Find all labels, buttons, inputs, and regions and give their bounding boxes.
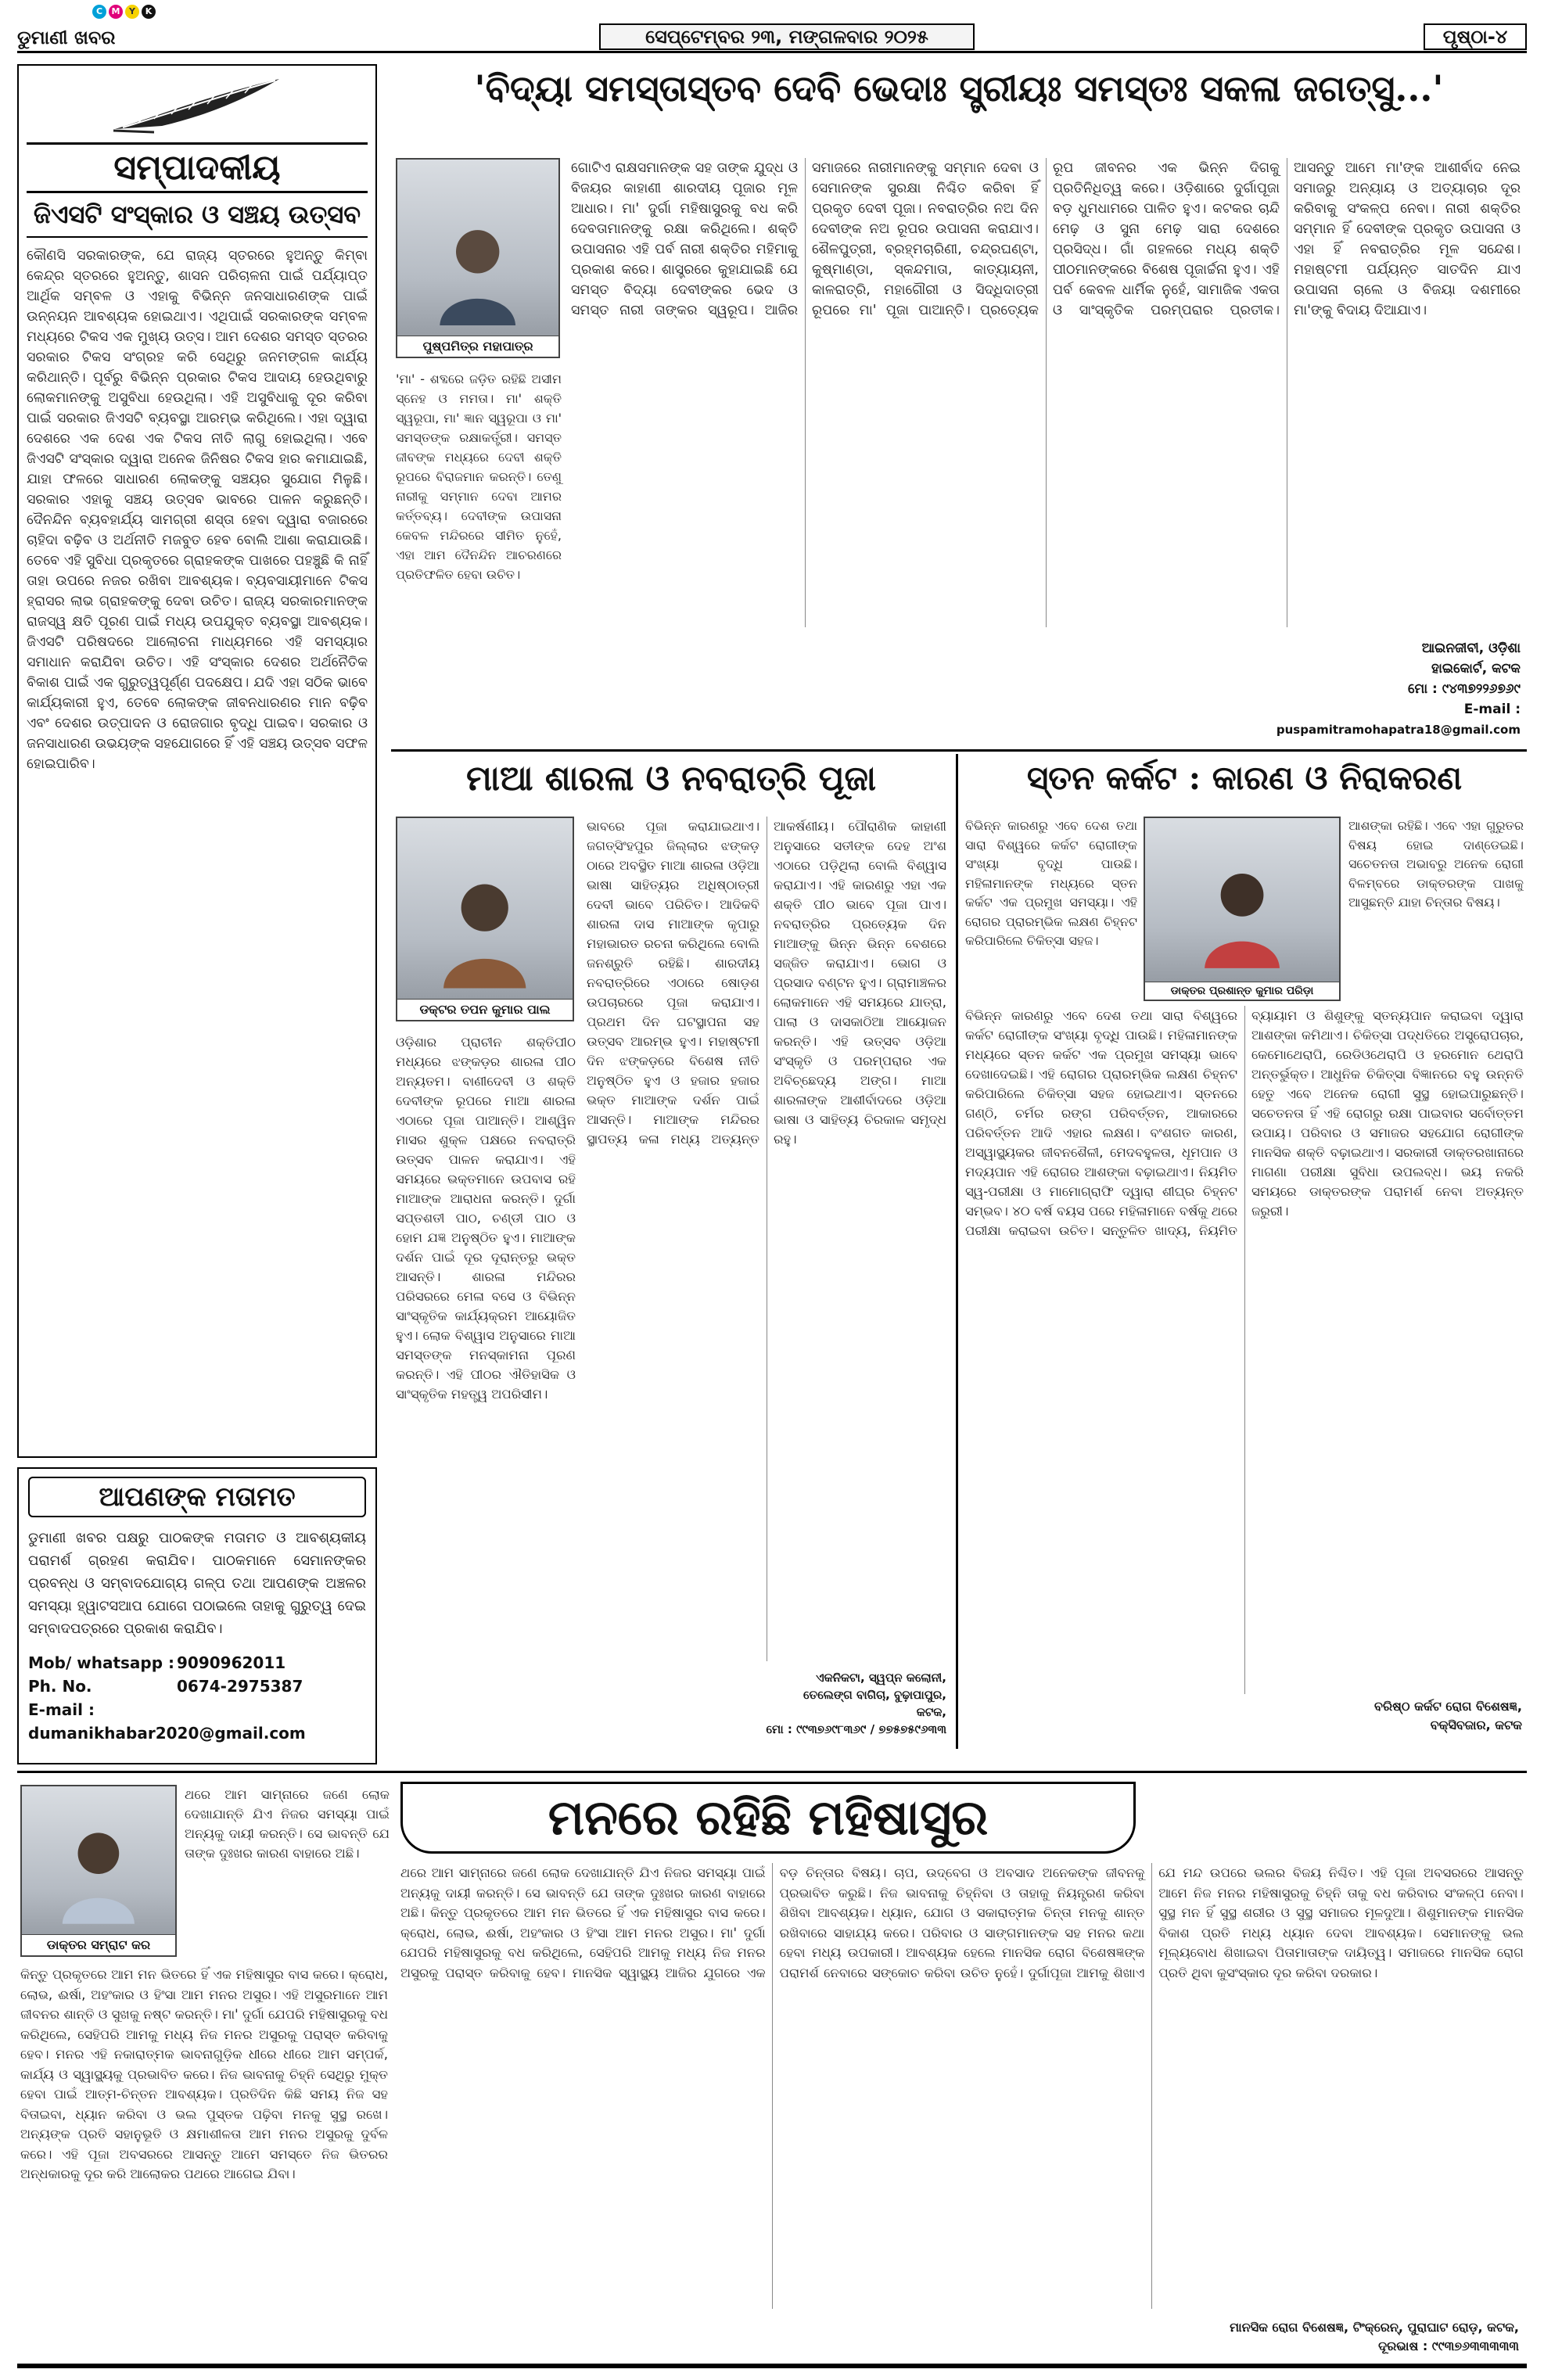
editorial-box <box>17 64 377 1458</box>
article-mahishasura-body: ଥରେ ଆମ ସାମ୍ନାରେ ଜଣେ ଲୋକ ଦେଖାଯାନ୍ତି ଯିଏ ନିଜର ସମସ୍ୟା ପାଇଁ ଅନ୍ୟକୁ ଦାୟୀ କରନ୍ତି। ସେ ଭାବନ୍ତି ଯେ ତାଙ୍କ ଦୁଃଖର କାରଣ ବାହାରେ ଅଛି। କିନ୍ତୁ ପ୍ରକୃତରେ ଆମ ମନ ଭିତରେ ହିଁ ଏକ ମହିଷାସୁର ବାସ କରେ। କ୍ରୋଧ, ଲୋଭ, ଈର୍ଷା, ଅହଂକାର ଓ ହିଂସା ଆମ ମନର ଅସୁର। ମା' ଦୁର୍ଗା ଯେପରି ମହିଷାସୁରକୁ ବଧ କରିଥିଲେ, ସେହିପରି ଆମକୁ ମଧ୍ୟ ନିଜ ମନର ଅସୁରକୁ ପରାସ୍ତ କରିବାକୁ ହେବ। ମାନସିକ ସ୍ୱାସ୍ଥ୍ୟ ଆଜିର ଯୁଗରେ ଏକ ବଡ଼ ଚିନ୍ତାର ବିଷୟ। ଚାପ, ଉଦ୍ବେଗ ଓ ଅବସାଦ ଅନେକଙ୍କ ଜୀବନକୁ ପ୍ରଭାବିତ କରୁଛି। ନିଜ ଭାବନାକୁ ଚିହ୍ନିବା ଓ ତାହାକୁ ନିୟନ୍ତ୍ରଣ କରିବା ଶିଖିବା ଆବଶ୍ୟକ। ଧ୍ୟାନ, ଯୋଗ ଓ ସକାରାତ୍ମକ ଚିନ୍ତା ମନକୁ ଶାନ୍ତ ରଖିବାରେ ସାହାଯ୍ୟ କରେ। ପରିବାର ଓ ସାଙ୍ଗମାନଙ୍କ ସହ ମନର କଥା ହେବା ମଧ୍ୟ ଉପକାରୀ। ଆବଶ୍ୟକ ହେଲେ ମାନସିକ ରୋଗ ବିଶେଷଜ୍ଞଙ୍କ ପରାମର୍ଶ ନେବାରେ ସଙ୍କୋଚ କରିବା ଉଚିତ ନୁହେଁ। ଦୁର୍ଗାପୂଜା ଆମକୁ ଶିଖାଏ ଯେ ମନ୍ଦ ଉପରେ ଭଲର ବିଜୟ ନିଶ୍ଚିତ। ଏହି ପୂଜା ଅବସରରେ ଆସନ୍ତୁ ଆମେ ନିଜ ମନର ମହିଷାସୁରକୁ ଚିହ୍ନି ତାକୁ ବଧ କରିବାର ସଂକଳ୍ପ ନେବା। ସୁସ୍ଥ ମନ ହିଁ ସୁସ୍ଥ ଶରୀର ଓ ସୁସ୍ଥ ସମାଜର ମୂଳଦୁଆ। ଶିଶୁମାନଙ୍କ ମାନସିକ ବିକାଶ ପ୍ରତି ମଧ୍ୟ ଧ୍ୟାନ ଦେବା ଆବଶ୍ୟକ। ସେମାନଙ୍କୁ ଭଲ ମୂଲ୍ୟବୋଧ ଶିଖାଇବା ପିତାମାତାଙ୍କ ଦାୟିତ୍ୱ। ସମାଜରେ ମାନସିକ ରୋଗ ପ୍ରତି ଥିବା କୁସଂସ୍କାର ଦୂର କରିବା ଦରକାର। <box>400 1865 1524 1980</box>
photo-caption-tapan: ଡକ୍ଟର ତପନ କୁମାର ପାଲ <box>397 999 573 1020</box>
issue-date: ସେପ୍ଟେମ୍ବର ୨୩, ମଙ୍ଗଳବାର ୨୦୨୫ <box>599 23 975 50</box>
divider-top <box>391 749 1527 752</box>
page-header <box>17 23 1527 53</box>
cmyk-black-dot: K <box>142 5 156 19</box>
article-breast-cancer-body-right: ଆଶଙ୍କା ରହିଛି। ଏବେ ଏହା ଗୁରୁତର ବିଷୟ ହୋଇ ଦାଣ୍ଡେଇଛି। ସଚେତନତା ଅଭାବରୁ ଅନେକ ରୋଗୀ ବିଳମ୍ବରେ ଡାକ୍ତରଙ୍କ ପାଖକୁ ଆସୁଛନ୍ତି ଯାହା ଚିନ୍ତାର ବିଷୟ। <box>1348 818 1524 910</box>
article-mahishasura-headline: ମନରେ ରହିଛି ମହିଷାସୁର <box>400 1782 1136 1854</box>
article-vidya-body: ଗୋଟିଏ ରାକ୍ଷସମାନଙ୍କ ସହ ତାଙ୍କ ଯୁଦ୍ଧ ଓ ବିଜୟର କାହାଣୀ ଶାରଦୀୟ ପୂଜାର ମୂଳ ଆଧାର। ମା' ଦୁର୍ଗା ମହିଷାସୁରକୁ ବଧ କରି ଦେବତାମାନଙ୍କୁ ରକ୍ଷା କରିଥିଲେ। ଶକ୍ତି ଉପାସନାର ଏହି ପର୍ବ ନାରୀ ଶକ୍ତିର ମହିମାକୁ ପ୍ରକାଶ କରେ। ଶାସ୍ତ୍ରରେ କୁହାଯାଇଛି ଯେ ସମସ୍ତ ବିଦ୍ୟା ଦେବୀଙ୍କର ଭେଦ ଓ ସମସ୍ତ ନାରୀ ତାଙ୍କର ସ୍ୱରୂପ। ଆଜିର ସମାଜରେ ନାରୀମାନଙ୍କୁ ସମ୍ମାନ ଦେବା ଓ ସେମାନଙ୍କ ସୁରକ୍ଷା ନିଶ୍ଚିତ କରିବା ହିଁ ପ୍ରକୃତ ଦେବୀ ପୂଜା। ନବରାତ୍ରିର ନଅ ଦିନ ଦେବୀଙ୍କ ନଅ ରୂପର ଉପାସନା କରାଯାଏ। ଶୈଳପୁତ୍ରୀ, ବ୍ରହ୍ମଚାରିଣୀ, ଚନ୍ଦ୍ରଘଣ୍ଟା, କୁଷ୍ମାଣ୍ଡା, ସ୍କନ୍ଦମାତା, କାତ୍ୟାୟନୀ, କାଳରାତ୍ରି, ମହାଗୌରୀ ଓ ସିଦ୍ଧିଦାତ୍ରୀ ରୂପରେ ମା' ପୂଜା ପାଆନ୍ତି। ପ୍ରତ୍ୟେକ ରୂପ ଜୀବନର ଏକ ଭିନ୍ନ ଦିଗକୁ ପ୍ରତିନିଧିତ୍ୱ କରେ। ଓଡ଼ିଶାରେ ଦୁର୍ଗାପୂଜା ବଡ଼ ଧୁମଧାମରେ ପାଳିତ ହୁଏ। କଟକର ଚାନ୍ଦି ମେଢ଼ ଓ ସୁନା ମେଢ଼ ସାରା ଦେଶରେ ପ୍ରସିଦ୍ଧ। ଗାଁ ଗହଳରେ ମଧ୍ୟ ଶକ୍ତି ପୀଠମାନଙ୍କରେ ବିଶେଷ ପୂଜାର୍ଚ୍ଚନା ହୁଏ। ଏହି ପର୍ବ କେବଳ ଧାର୍ମିକ ନୁହେଁ, ସାମାଜିକ ଏକତା ଓ ସାଂସ୍କୃତିକ ପରମ୍ପରାର ପ୍ରତୀକ। ଆସନ୍ତୁ ଆମେ ମା'ଙ୍କ ଆଶୀର୍ବାଦ ନେଇ ସମାଜରୁ ଅନ୍ୟାୟ ଓ ଅତ୍ୟାଚାର ଦୂର କରିବାକୁ ସଂକଳ୍ପ ନେବା। ନାରୀ ଶକ୍ତିର ସମ୍ମାନ ହିଁ ଦେବୀଙ୍କ ପ୍ରକୃତ ଉପାସନା ଓ ଏହା ହିଁ ନବରାତ୍ରିର ମୂଳ ସନ୍ଦେଶ। ମହାଷ୍ଟମୀ ପର୍ଯ୍ୟନ୍ତ ସାତଦିନ ଯାଏ ଉପାସନା ଚାଲେ ଓ ବିଜୟା ଦଶମୀରେ ମା'ଙ୍କୁ ବିଦାୟ ଦିଆଯାଏ। <box>571 160 1521 318</box>
article-vidya <box>391 63 1527 751</box>
article-mahishasura-intro: ଥରେ ଆମ ସାମ୍ନାରେ ଜଣେ ଲୋକ ଦେଖାଯାନ୍ତି ଯିଏ ନିଜର ସମସ୍ୟା ପାଇଁ ଅନ୍ୟକୁ ଦାୟୀ କରନ୍ତି। ସେ ଭାବନ୍ତି ଯେ ତାଙ୍କ ଦୁଃଖର କାରଣ ବାହାରେ ଅଛି। <box>185 1787 390 1861</box>
article-vidya-headline: 'ବିଦ୍ୟା ସମସ୍ତାସ୍ତବ ଦେବି ଭେଦାଃ ସ୍ତ୍ରୀୟଃ ସମସ୍ତଃ ସକଳା ଜଗତ୍ସୁ...' <box>474 67 1444 109</box>
person-icon <box>436 871 533 989</box>
article-sarala-body: ଭାବରେ ପୂଜା କରାଯାଇଥାଏ। ଜଗତ୍‌ସିଂହପୁର ଜିଲ୍ଲାର ଝଙ୍କଡ଼ ଠାରେ ଅବସ୍ଥିତ ମାଆ ଶାରଳା ଓଡ଼ିଆ ଭାଷା ସାହିତ୍ୟର ଅଧିଷ୍ଠାତ୍ରୀ ଦେବୀ ଭାବେ ପରିଚିତ। ଆଦିକବି ଶାରଳା ଦାସ ମାଆଙ୍କ କୃପାରୁ ମହାଭାରତ ରଚନା କରିଥିଲେ ବୋଲି ଜନଶ୍ରୁତି ରହିଛି। ଶାରଦୀୟ ନବରାତ୍ରିରେ ଏଠାରେ ଷୋଡ଼ଶ ଉପଚାରରେ ପୂଜା କରାଯାଏ। ପ୍ରଥମ ଦିନ ଘଟସ୍ଥାପନା ସହ ଉତ୍ସବ ଆରମ୍ଭ ହୁଏ। ମହାଷ୍ଟମୀ ଦିନ ଝଙ୍କଡ଼ରେ ବିଶେଷ ନୀତି ଅନୁଷ୍ଠିତ ହୁଏ ଓ ହଜାର ହଜାର ଭକ୍ତ ମାଆଙ୍କ ଦର୍ଶନ ପାଇଁ ଆସନ୍ତି। ମାଆଙ୍କ ମନ୍ଦିରର ସ୍ଥାପତ୍ୟ କଳା ମଧ୍ୟ ଅତ୍ୟନ୍ତ ଆକର୍ଷଣୀୟ। ପୌରାଣିକ କାହାଣୀ ଅନୁସାରେ ସତୀଙ୍କ ଦେହ ଅଂଶ ଏଠାରେ ପଡ଼ିଥିଲା ବୋଲି ବିଶ୍ୱାସ କରାଯାଏ। ଏହି କାରଣରୁ ଏହା ଏକ ଶକ୍ତି ପୀଠ ଭାବେ ପୂଜା ପାଏ। ନବରାତ୍ରିର ପ୍ରତ୍ୟେକ ଦିନ ମାଆଙ୍କୁ ଭିନ୍ନ ଭିନ୍ନ ବେଶରେ ସଜ୍ଜିତ କରାଯାଏ। ଭୋଗ ଓ ପ୍ରସାଦ ବଣ୍ଟନ ହୁଏ। ଗ୍ରାମାଞ୍ଚଳର ଲୋକମାନେ ଏହି ସମୟରେ ଯାତ୍ରା, ପାଲା ଓ ଦାସକାଠିଆ ଆୟୋଜନ କରନ୍ତି। ଏହି ଉତ୍ସବ ଓଡ଼ିଆ ସଂସ୍କୃତି ଓ ପରମ୍ପରାର ଏକ ଅବିଚ୍ଛେଦ୍ୟ ଅଙ୍ଗ। ମାଆ ଶାରଳାଙ୍କ ଆଶୀର୍ବାଦରେ ଓଡ଼ିଆ ଭାଷା ଓ ସାହିତ୍ୟ ଚିରକାଳ ସମୃଦ୍ଧ ରହୁ। <box>587 819 946 1147</box>
reader-opinion-box <box>17 1467 377 1764</box>
email-label: E-mail : <box>28 1700 95 1719</box>
photo-caption-puspamitra: ପୁଷ୍ପମିତ୍ର ମହାପାତ୍ର <box>397 336 558 357</box>
cmyk-magenta-dot: M <box>109 5 123 19</box>
opinion-text: ଡୁମାଣୀ ଖବର ପକ୍ଷରୁ ପାଠକଙ୍କ ମତାମତ ଓ ଆବଶ୍ୟକୀୟ ପରାମର୍ଶ ଗ୍ରହଣ କରାଯିବ। ପାଠକମାନେ ସେମାନଙ୍କର ପ୍ରବନ୍ଧ ଓ ସମ୍ବାଦଯୋଗ୍ୟ ଗଳ୍ପ ତଥା ଆପଣଙ୍କ ଅଞ୍ଚଳର ସମସ୍ୟା ହ୍ୱାଟସଆପ ଯୋଗେ ପଠାଇଲେ ତାହାକୁ ଗୁରୁତ୍ୱ ଦେଇ ସମ୍ବାଦପତ୍ରରେ ପ୍ରକାଶ କରାଯିବ। <box>28 1530 366 1637</box>
author-photo-samrat <box>20 1785 177 1957</box>
article-breast-cancer-body-left: ବିଭିନ୍ନ କାରଣରୁ ଏବେ ଦେଶ ତଥା ସାରା ବିଶ୍ୱରେ କର୍କଟ ରୋଗୀଙ୍କ ସଂଖ୍ୟା ବୃଦ୍ଧି ପାଉଛି। ମହିଳାମାନଙ୍କ ମଧ୍ୟରେ ସ୍ତନ କର୍କଟ ଏକ ପ୍ରମୁଖ ସମସ୍ୟା। ଏହି ରୋଗର ପ୍ରାରମ୍ଭିକ ଲକ୍ଷଣ ଚିହ୍ନଟ କରିପାରିଲେ ଚିକିତ୍ସା ସହଜ। <box>965 818 1137 948</box>
person-icon <box>433 217 522 325</box>
bottom-rule <box>17 2364 1527 2368</box>
quill-icon <box>27 72 368 139</box>
cmyk-yellow-dot: Y <box>125 5 139 19</box>
article-breast-cancer-body: ବିଭିନ୍ନ କାରଣରୁ ଏବେ ଦେଶ ତଥା ସାରା ବିଶ୍ୱରେ କର୍କଟ ରୋଗୀଙ୍କ ସଂଖ୍ୟା ବୃଦ୍ଧି ପାଉଛି। ମହିଳାମାନଙ୍କ ମଧ୍ୟରେ ସ୍ତନ କର୍କଟ ଏକ ପ୍ରମୁଖ ସମସ୍ୟା ଭାବେ ଦେଖାଦେଇଛି। ଏହି ରୋଗର ପ୍ରାରମ୍ଭିକ ଲକ୍ଷଣ ଚିହ୍ନଟ କରିପାରିଲେ ଚିକିତ୍ସା ସହଜ ହୋଇଥାଏ। ସ୍ତନରେ ଗଣ୍ଠି, ଚର୍ମର ରଙ୍ଗ ପରିବର୍ତ୍ତନ, ଆକାରରେ ପରିବର୍ତ୍ତନ ଆଦି ଏହାର ଲକ୍ଷଣ। ବଂଶଗତ କାରଣ, ଅସ୍ୱାସ୍ଥ୍ୟକର ଜୀବନଶୈଳୀ, ମେଦବହୁଳତା, ଧୂମପାନ ଓ ମଦ୍ୟପାନ ଏହି ରୋଗର ଆଶଙ୍କା ବଢ଼ାଇଥାଏ। ନିୟମିତ ସ୍ୱ-ପରୀକ୍ଷା ଓ ମାମୋଗ୍ରାଫି ଦ୍ୱାରା ଶୀଘ୍ର ଚିହ୍ନଟ ସମ୍ଭବ। ୪୦ ବର୍ଷ ବୟସ ପରେ ମହିଳାମାନେ ବର୍ଷକୁ ଥରେ ପରୀକ୍ଷା କରାଇବା ଉଚିତ। ସନ୍ତୁଳିତ ଖାଦ୍ୟ, ନିୟମିତ ବ୍ୟାୟାମ ଓ ଶିଶୁଙ୍କୁ ସ୍ତନ୍ୟପାନ କରାଇବା ଦ୍ୱାରା ଆଶଙ୍କା କମିଥାଏ। ଚିକିତ୍ସା ପଦ୍ଧତିରେ ଅସ୍ତ୍ରୋପଚାର, କେମୋଥେରାପି, ରେଡିଓଥେରାପି ଓ ହରମୋନ ଥେରାପି ଅନ୍ତର୍ଭୁକ୍ତ। ଆଧୁନିକ ଚିକିତ୍ସା ବିଜ୍ଞାନରେ ବହୁ ଉନ୍ନତି ହେତୁ ଏବେ ଅନେକ ରୋଗୀ ସୁସ୍ଥ ହୋଇପାରୁଛନ୍ତି। ସଚେତନତା ହିଁ ଏହି ରୋଗରୁ ରକ୍ଷା ପାଇବାର ସର୍ବୋତ୍ତମ ଉପାୟ। ପରିବାର ଓ ସମାଜର ସହଯୋଗ ରୋଗୀଙ୍କ ମାନସିକ ଶକ୍ତି ବଢ଼ାଇଥାଏ। ସରକାରୀ ଡାକ୍ତରଖାନାରେ ମାଗଣା ପରୀକ୍ଷା ସୁବିଧା ଉପଲବ୍ଧ। ଭୟ ନକରି ସମୟରେ ଡାକ୍ତରଙ୍କ ପରାମର୍ଶ ନେବା ଅତ୍ୟନ୍ତ ଜରୁରୀ। <box>965 1008 1524 1238</box>
article-mahishasura <box>17 1777 1527 2360</box>
divider-middle <box>956 754 958 1749</box>
phone-number: 0674-2975387 <box>177 1677 303 1696</box>
editorial-body: କୌଣସି ସରକାରଙ୍କ, ଯେ ରାଜ୍ୟ ସ୍ତରରେ ହୁଅନ୍ତୁ କିମ୍ବା କେନ୍ଦ୍ର ସ୍ତରରେ ହୁଅନ୍ତୁ, ଶାସନ ପରିଚାଳନା ପାଇଁ ପର୍ଯ୍ୟାପ୍ତ ଆର୍ଥିକ ସମ୍ବଳ ଓ ଏହାକୁ ବିଭିନ୍ନ ଜନସାଧାରଣଙ୍କ ପାଇଁ ଉନ୍ନୟନ ଆବଶ୍ୟକ ହୋଇଥାଏ। ଏଥିପାଇଁ ସରକାରଙ୍କ ସମ୍ବଳ ମଧ୍ୟରେ ଟିକସ ଏକ ମୁଖ୍ୟ ଉତ୍ସ। ଆମ ଦେଶର ସମସ୍ତ ସ୍ତରର ସରକାର ଟିକସ ସଂଗ୍ରହ କରି ସେଥିରୁ ଜନମଙ୍ଗଳ କାର୍ଯ୍ୟ କରିଥାନ୍ତି। ପୂର୍ବରୁ ବିଭିନ୍ନ ପ୍ରକାର ଟିକସ ଆଦାୟ ହେଉଥିବାରୁ ଲୋକମାନଙ୍କୁ ଅସୁବିଧା ହେଉଥିଲା। ଏହି ଅସୁବିଧାକୁ ଦୂର କରିବା ପାଇଁ ସରକାର ଜିଏସଟି ବ୍ୟବସ୍ଥା ଆରମ୍ଭ କରିଥିଲେ। ଏହା ଦ୍ୱାରା ଦେଶରେ ଏକ ଦେଶ ଏକ ଟିକସ ନୀତି ଲାଗୁ ହୋଇଥିଲା। ଏବେ ଜିଏସଟି ସଂସ୍କାର ଦ୍ୱାରା ଅନେକ ଜିନିଷର ଟିକସ ହାର କମାଯାଇଛି, ଯାହା ଫଳରେ ସାଧାରଣ ଲୋକଙ୍କୁ ସଞ୍ଚୟର ସୁଯୋଗ ମିଳୁଛି। ସରକାର ଏହାକୁ ସଞ୍ଚୟ ଉତ୍ସବ ଭାବରେ ପାଳନ କରୁଛନ୍ତି। ଦୈନନ୍ଦିନ ବ୍ୟବହାର୍ଯ୍ୟ ସାମଗ୍ରୀ ଶସ୍ତା ହେବା ଦ୍ୱାରା ବଜାରରେ ଚାହିଦା ବଢ଼ିବ ଓ ଅର୍ଥନୀତି ମଜବୁତ ହେବ ବୋଲି ଆଶା କରାଯାଉଛି। ତେବେ ଏହି ସୁବିଧା ପ୍ରକୃତରେ ଗ୍ରାହକଙ୍କ ପାଖରେ ପହଞ୍ଚୁଛି କି ନାହିଁ ତାହା ଉପରେ ନଜର ରଖିବା ଆବଶ୍ୟକ। ବ୍ୟବସାୟୀମାନେ ଟିକସ ହ୍ରାସର ଲାଭ ଗ୍ରାହକଙ୍କୁ ଦେବା ଉଚିତ। ରାଜ୍ୟ ସରକାରମାନଙ୍କ ରାଜସ୍ୱ କ୍ଷତି ପୂରଣ ପାଇଁ ମଧ୍ୟ ଉପଯୁକ୍ତ ବ୍ୟବସ୍ଥା ଆବଶ୍ୟକ। ଜିଏସଟି ପରିଷଦରେ ଆଲୋଚନା ମାଧ୍ୟମରେ ଏହି ସମସ୍ୟାର ସମାଧାନ କରାଯିବା ଉଚିତ। ଏହି ସଂସ୍କାର ଦେଶର ଅର୍ଥନୈତିକ ବିକାଶ ପାଇଁ ଏକ ଗୁରୁତ୍ୱପୂର୍ଣ୍ଣ ପଦକ୍ଷେପ। ଯଦି ଏହା ସଠିକ ଭାବେ କାର୍ଯ୍ୟକାରୀ ହୁଏ, ତେବେ ଲୋକଙ୍କ ଜୀବନଧାରଣର ମାନ ବଢ଼ିବ ଏବଂ ଦେଶର ଉତ୍ପାଦନ ଓ ରୋଜଗାର ବୃଦ୍ଧି ପାଇବ। ସରକାର ଓ ଜନସାଧାରଣ ଉଭୟଙ୍କ ସହଯୋଗରେ ହିଁ ଏହି ସଞ୍ଚୟ ଉତ୍ସବ ସଫଳ ହୋଇପାରିବ। <box>27 248 368 772</box>
editorial-title: ଜିଏସଟି ସଂସ୍କାର ଓ ସଞ୍ଚୟ ଉତ୍ସବ <box>27 199 368 238</box>
person-icon <box>56 1821 142 1924</box>
article-vidya-email: puspamitramohapatra18@gmail.com <box>1276 723 1521 737</box>
article-sarala-headline: ମାଆ ଶାରଳା ଓ ନବରାତ୍ରି ପୂଜା <box>466 759 876 799</box>
cmyk-cyan-dot: C <box>92 5 106 19</box>
divider-bottom <box>17 1771 1527 1773</box>
article-sarala-body-left: ଓଡ଼ିଶାର ପ୍ରାଚୀନ ଶକ୍ତିପୀଠ ମଧ୍ୟରେ ଝଙ୍କଡ଼ର ଶାରଳା ପୀଠ ଅନ୍ୟତମ। ବାଣୀଦେବୀ ଓ ଶକ୍ତି ଦେବୀଙ୍କ ରୂପରେ ମାଆ ଶାରଳା ଏଠାରେ ପୂଜା ପାଆନ୍ତି। ଆଶ୍ୱିନ ମାସର ଶୁକ୍ଳ ପକ୍ଷରେ ନବରାତ୍ରି ଉତ୍ସବ ପାଳନ କରାଯାଏ। ଏହି ସମୟରେ ଭକ୍ତମାନେ ଉପବାସ ରହି ମାଆଙ୍କ ଆରାଧନା କରନ୍ତି। ଦୁର୍ଗା ସପ୍ତଶତୀ ପାଠ, ଚଣ୍ଡୀ ପାଠ ଓ ହୋମ ଯଜ୍ଞ ଅନୁଷ୍ଠିତ ହୁଏ। ମାଆଙ୍କ ଦର୍ଶନ ପାଇଁ ଦୂର ଦୂରାନ୍ତରୁ ଭକ୍ତ ଆସନ୍ତି। ଶାରଳା ମନ୍ଦିରର ପରିସରରେ ମେଳା ବସେ ଓ ବିଭିନ୍ନ ସାଂସ୍କୃତିକ କାର୍ଯ୍ୟକ୍ରମ ଆୟୋଜିତ ହୁଏ। ଲୋକ ବିଶ୍ୱାସ ଅନୁସାରେ ମାଆ ସମସ୍ତଙ୍କ ମନସ୍କାମନା ପୂରଣ କରନ୍ତି। ଏହି ପୀଠର ଐତିହାସିକ ଓ ସାଂସ୍କୃତିକ ମହତ୍ତ୍ୱ ଅପରିସୀମ। <box>396 1035 576 1402</box>
article-mahishasura-byline: ମାନସିକ ରୋଗ ବିଶେଷଜ୍ଞ, ଟିଂକ୍ରେନ୍, ପୁରାଘାଟ ରୋଡ଼, କଟକ, ଦୂରଭାଷ : ୯୯୩୭୬୩୩୩୩୩ <box>1230 2320 1519 2353</box>
paper-name: ଡୁମାଣୀ ଖବର <box>17 27 116 48</box>
opinion-title: ଆପଣଙ୍କ ମତାମତ <box>28 1477 366 1517</box>
article-vidya-byline: ଆଇନଜୀବୀ, ଓଡ଼ିଶା ହାଇକୋର୍ଟ, କଟକ ମୋ : ୯୪୩୭୨୨୬୭୬୯ E-mail : puspamitramohapatra18@gmail.com <box>1192 638 1521 740</box>
article-mahishasura-body-left: କିନ୍ତୁ ପ୍ରକୃତରେ ଆମ ମନ ଭିତରେ ହିଁ ଏକ ମହିଷାସୁର ବାସ କରେ। କ୍ରୋଧ, ଲୋଭ, ଈର୍ଷା, ଅହଂକାର ଓ ହିଂସା ଆମ ମନର ଅସୁର। ଏହି ଅସୁରମାନେ ଆମ ଜୀବନର ଶାନ୍ତି ଓ ସୁଖକୁ ନଷ୍ଟ କରନ୍ତି। ମା' ଦୁର୍ଗା ଯେପରି ମହିଷାସୁରକୁ ବଧ କରିଥିଲେ, ସେହିପରି ଆମକୁ ମଧ୍ୟ ନିଜ ମନର ଅସୁରକୁ ପରାସ୍ତ କରିବାକୁ ହେବ। ମନର ଏହି ନକାରାତ୍ମକ ଭାବନାଗୁଡ଼ିକ ଧୀରେ ଧୀରେ ଆମ ସମ୍ପର୍କ, କାର୍ଯ୍ୟ ଓ ସ୍ୱାସ୍ଥ୍ୟକୁ ପ୍ରଭାବିତ କରେ। ନିଜ ଭାବନାକୁ ଚିହ୍ନି ସେଥିରୁ ମୁକ୍ତ ହେବା ପାଇଁ ଆତ୍ମ-ଚିନ୍ତନ ଆବଶ୍ୟକ। ପ୍ରତିଦିନ କିଛି ସମୟ ନିଜ ସହ ବିତାଇବା, ଧ୍ୟାନ କରିବା ଓ ଭଲ ପୁସ୍ତକ ପଢ଼ିବା ମନକୁ ସୁସ୍ଥ ରଖେ। ଅନ୍ୟଙ୍କ ପ୍ରତି ସହାନୁଭୂତି ଓ କ୍ଷମାଶୀଳତା ଆମ ମନର ଅସୁରକୁ ଦୁର୍ବଳ କରେ। ଏହି ପୂଜା ଅବସରରେ ଆସନ୍ତୁ ଆମେ ସମସ୍ତେ ନିଜ ଭିତରର ଅନ୍ଧକାରକୁ ଦୂର କରି ଆଲୋକର ପଥରେ ଆଗେଇ ଯିବା। <box>20 1967 388 2181</box>
mob-number: 9090962011 <box>177 1653 286 1672</box>
article-sarala <box>391 754 951 1747</box>
article-vidya-body-lower: 'ମା' - ଶବ୍ଦରେ ଜଡ଼ିତ ରହିଛି ଅସୀମ ସ୍ନେହ ଓ ମମତା। ମା' ଶକ୍ତି ସ୍ୱରୂପା, ମା' ଜ୍ଞାନ ସ୍ୱରୂପା ଓ ମା' ସମସ୍ତଙ୍କ ରକ୍ଷାକର୍ତ୍ତ୍ରୀ। ସମସ୍ତ ଜୀବଙ୍କ ମଧ୍ୟରେ ଦେବୀ ଶକ୍ତି ରୂପରେ ବିରାଜମାନ କରନ୍ତି। ତେଣୁ ନାରୀକୁ ସମ୍ମାନ ଦେବା ଆମର କର୍ତ୍ତବ୍ୟ। ଦେବୀଙ୍କ ଉପାସନା କେବଳ ମନ୍ଦିରରେ ସୀମିତ ନୁହେଁ, ଏହା ଆମ ଦୈନନ୍ଦିନ ଆଚରଣରେ ପ୍ରତିଫଳିତ ହେବା ଉଚିତ। <box>396 372 562 582</box>
article-breast-cancer-byline: ବରିଷ୍ଠ କର୍କଟ ରୋଗ ବିଶେଷଜ୍ଞ, ବକ୍ସିବଜାର, କଟକ <box>1374 1699 1522 1732</box>
author-photo-prasant <box>1144 817 1341 1001</box>
page-number: ପୃଷ୍ଠା-୪ <box>1424 23 1527 50</box>
mob-label: Mob/ whatsapp : <box>28 1653 174 1672</box>
article-breast-cancer-headline: ସ୍ତନ କର୍କଟ : କାରଣ ଓ ନିରାକରଣ <box>1026 759 1463 797</box>
email-address: dumanikhabar2020@gmail.com <box>28 1724 306 1743</box>
person-icon <box>1197 861 1287 968</box>
article-sarala-byline: ଏକନିକଟା, ସ୍ୱପ୍ନ କଲୋନୀ, ତେଲେଙ୍ଗ ବାଗିଚା, ବୁଢ଼ାପାପୁର, କଟକ, ମୋ : ୯୯୩୭୬୯୮୩୬୯ / ୭୭୫୭୫୯୬୩୩ <box>766 1671 946 1736</box>
author-photo-tapan <box>396 817 574 1021</box>
author-photo-puspamitra <box>396 158 560 358</box>
phone-label: Ph. No. <box>28 1677 92 1696</box>
photo-caption-prasant: ଡାକ୍ତର ପ୍ରଶାନ୍ତ କୁମାର ପରିଡ଼ା <box>1145 982 1339 1000</box>
cmyk-marks <box>92 5 156 19</box>
photo-caption-samrat: ଡାକ୍ତର ସମ୍ରାଟ କର <box>22 1934 175 1955</box>
article-breast-cancer <box>962 754 1527 1747</box>
editorial-banner: ସମ୍ପାଦକୀୟ <box>27 142 368 193</box>
opinion-contact <box>28 1651 366 1745</box>
